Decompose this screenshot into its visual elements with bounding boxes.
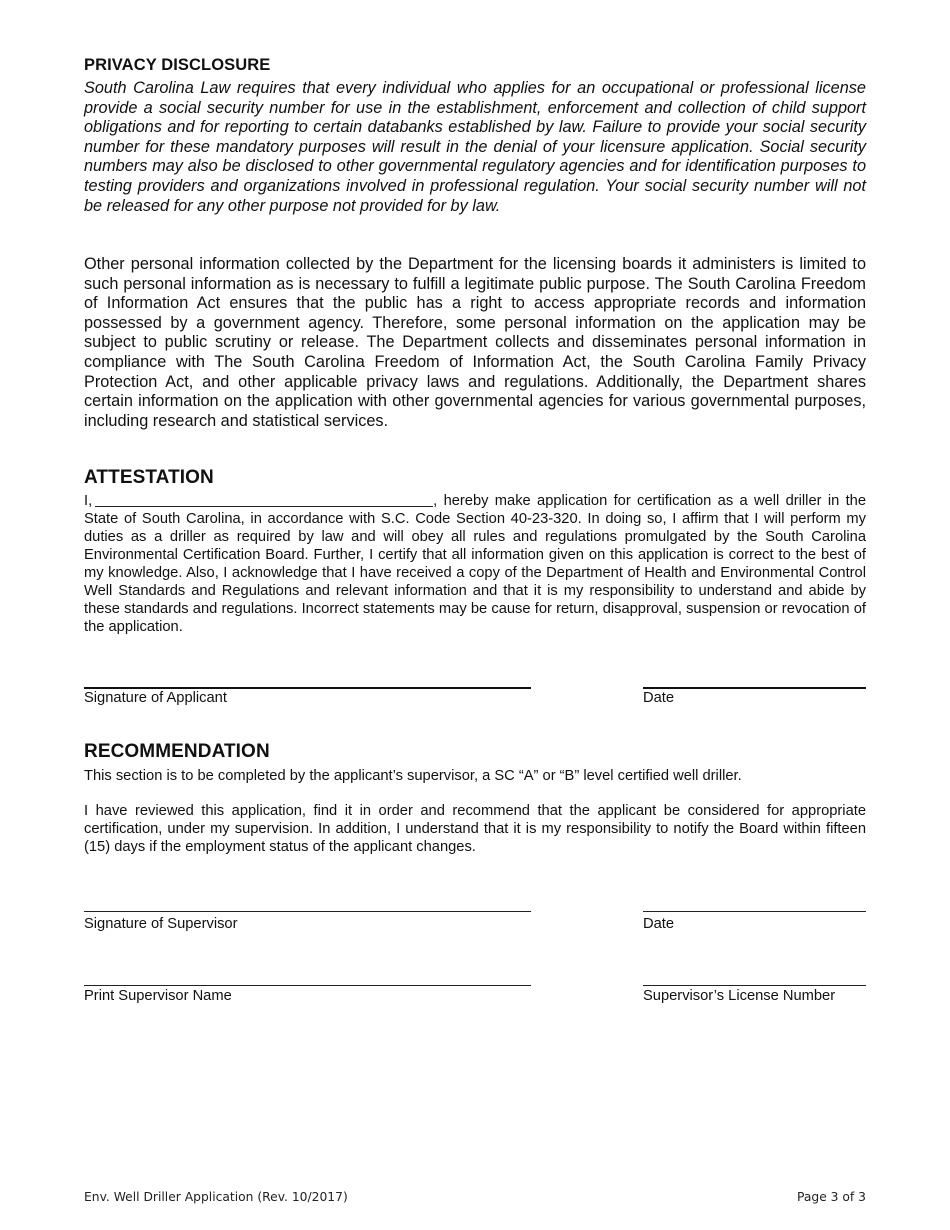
supervisor-license-label: Supervisor’s License Number xyxy=(643,988,836,1004)
supervisor-name-label: Print Supervisor Name xyxy=(84,988,232,1004)
document-page xyxy=(84,0,866,1230)
recommendation-paragraph: I have reviewed this application, find it in order and recommend that the applicant be considered for appropriate certification, under my supervision. In addition, I understand that it is my responsibility to notify the Board within fifteen (15) days if the employment status of the applicant changes. xyxy=(84,803,866,855)
applicant-date-label: Date xyxy=(643,690,675,706)
attestation-heading: ATTESTATION xyxy=(84,467,214,488)
supervisor-date-label: Date xyxy=(643,916,675,932)
attestation-text: , hereby make application for certification as a well driller in the State of South Carolina, in accordance with S.C. Code Section 40-23-320. In doing so, I affirm that I will perform my duties as a driller as required by law and will obey all rules and regulations promulgated by the South Carolina Environmental Certification Board. Further, I certify that all information given on this application is correct to the best of my knowledge. Also, I acknowledge that I have received a copy of the Department of Health and Environmental Control Well Standards and Regulations and relevant information and that it is my responsibility to understand and abide by these standards and regulations. Incorrect statements may be cause for return, disapproval, suspension or revocation of the application. xyxy=(84,493,866,635)
supervisor-signature-line[interactable] xyxy=(84,911,531,912)
attestation-paragraph xyxy=(84,492,866,636)
recommendation-heading: RECOMMENDATION xyxy=(84,741,270,762)
supervisor-signature-label: Signature of Supervisor xyxy=(84,916,238,932)
supervisor-date-line[interactable] xyxy=(643,911,866,912)
privacy-ssn-paragraph: South Carolina Law requires that every individual who applies for an occupational or professional license provide a social security number for use in the establishment, enforcement and collection of child support obligations and for reporting to certain databanks established by law. Failure to provide your social security number for these mandatory purposes will result in the denial of your licensure application. Social security numbers may also be disclosed to other governmental regulatory agencies and for identification purposes to testing providers and organizations involved in professional regulation. Your social security number will not be released for any other purpose not provided for by law. xyxy=(84,79,866,215)
footer-form-name: Env. Well Driller Application (Rev. 10/2017) xyxy=(84,1190,348,1204)
applicant-signature-label: Signature of Applicant xyxy=(84,690,227,706)
privacy-disclosure-heading: PRIVACY DISCLOSURE xyxy=(84,56,271,74)
footer-page-number: Page 3 of 3 xyxy=(797,1190,866,1204)
privacy-personal-info-paragraph: Other personal information collected by the Department for the licensing boards it administers is limited to such personal information as is necessary to fulfill a legitimate public purpose. The South Carolina Freedom of Information Act ensures that the public has a right to access appropriate records and information possessed by a government agency. Therefore, some personal information on the application may be subject to public scrutiny or release. The Department collects and disseminates personal information in compliance with The South Carolina Freedom of Information Act, the South Carolina Family Privacy Protection Act, and other applicable privacy laws and regulations. Additionally, the Department shares certain information on the application with other governmental agencies for various governmental purposes, including research and statistical services. xyxy=(84,255,866,430)
supervisor-name-line[interactable] xyxy=(84,985,531,986)
applicant-date-line[interactable] xyxy=(643,687,866,689)
recommendation-note: This section is to be completed by the applicant’s supervisor, a SC “A” or “B” level certified well driller. xyxy=(84,768,742,784)
attestation-prefix: I, xyxy=(84,493,93,509)
supervisor-license-line[interactable] xyxy=(643,985,866,986)
applicant-name-blank[interactable] xyxy=(95,493,433,507)
